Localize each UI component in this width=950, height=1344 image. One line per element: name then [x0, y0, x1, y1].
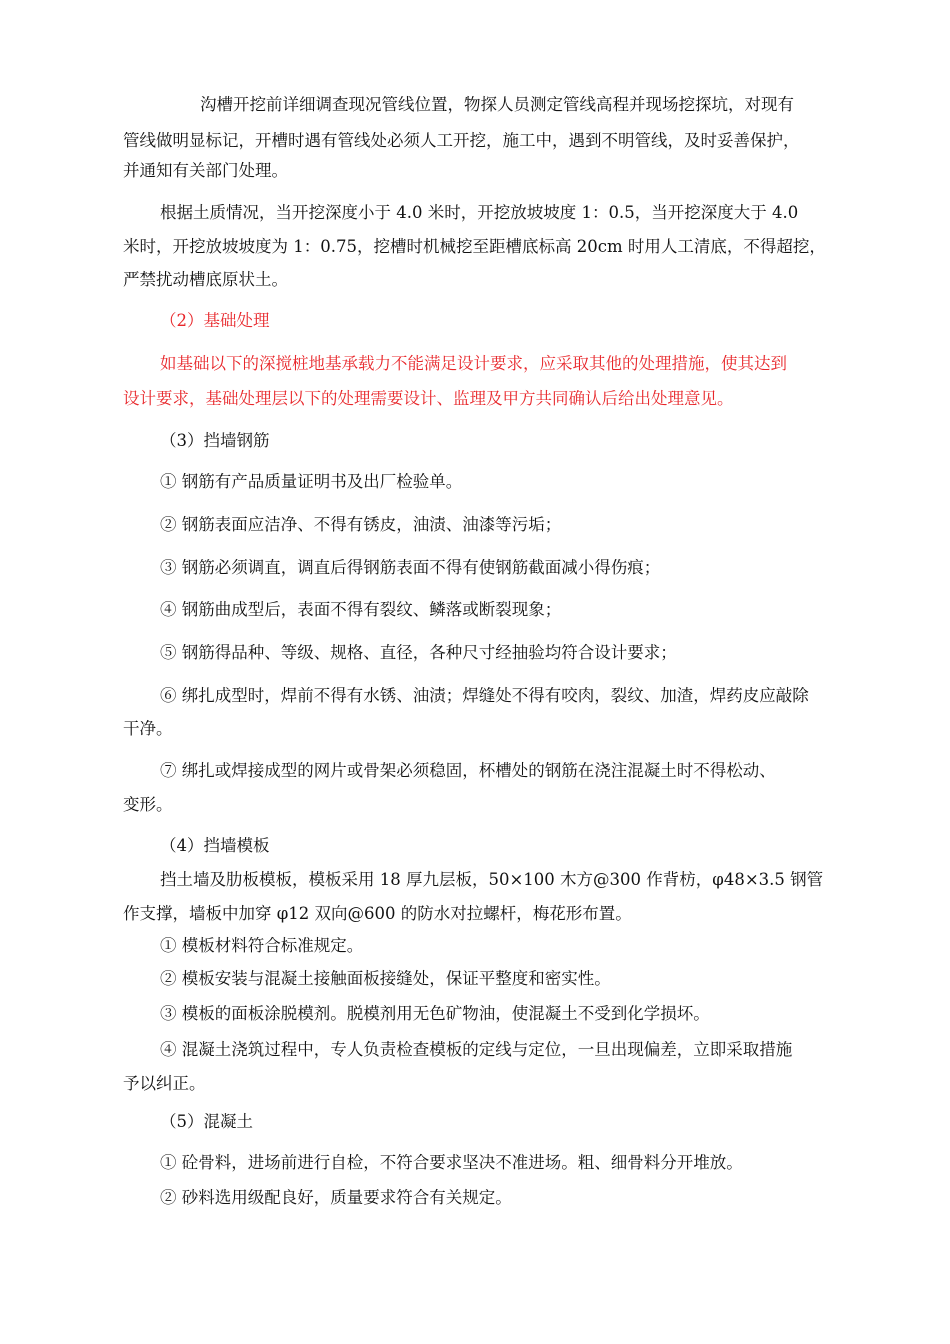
- rebar-item-6-line-1: ⑥ 绑扎成型时，焊前不得有水锈、油渍；焊缝处不得有咬肉，裂纹、加渣，焊药皮应敲除: [160, 686, 809, 705]
- paragraph-2-line-2: 米时，开挖放坡坡度为 1：0.75，挖槽时机械挖至距槽底标高 20cm 时用人工清底，不得超挖，: [123, 237, 826, 256]
- rebar-item-7-line-1: ⑦ 绑扎或焊接成型的网片或骨架必须稳固，杯槽处的钢筋在浇注混凝土时不得松动、: [160, 761, 776, 780]
- formwork-item-4-line-1: ④ 混凝土浇筑过程中，专人负责检查模板的定线与定位，一旦出现偏差，立即采取措施: [160, 1040, 793, 1059]
- paragraph-2-line-1: 根据土质情况，当开挖深度小于 4.0 米时，开挖放坡坡度 1：0.5，当开挖深度大于 4.0: [160, 203, 799, 222]
- paragraph-4-line-1: 挡土墙及肋板模板，模板采用 18 厚九层板，50×100 木方@300 作背枋，φ48×3.5 钢管: [160, 870, 824, 889]
- formwork-item-1: ① 模板材料符合标准规定。: [160, 936, 364, 955]
- heading-concrete: （5）混凝土: [160, 1112, 253, 1131]
- formwork-item-4-line-2: 予以纠正。: [123, 1074, 206, 1093]
- paragraph-1-line-2: 管线做明显标记，开槽时遇有管线处必须人工开挖，施工中，遇到不明管线，及时妥善保护，: [123, 131, 800, 150]
- heading-retaining-wall-formwork: （4）挡墙模板: [160, 836, 270, 855]
- rebar-item-7-line-2: 变形。: [123, 795, 173, 814]
- paragraph-3-line-1: 如基础以下的深搅桩地基承载力不能满足设计要求，应采取其他的处理措施，使其达到: [160, 354, 787, 373]
- formwork-item-3: ③ 模板的面板涂脱模剂。脱模剂用无色矿物油，使混凝土不受到化学损坏。: [160, 1004, 710, 1023]
- formwork-item-2: ② 模板安装与混凝土接触面板接缝处，保证平整度和密实性。: [160, 969, 611, 988]
- rebar-item-2: ② 钢筋表面应洁净、不得有锈皮，油渍、油漆等污垢；: [160, 515, 562, 534]
- heading-foundation-treatment: （2）基础处理: [160, 311, 270, 330]
- rebar-item-1: ① 钢筋有产品质量证明书及出厂检验单。: [160, 472, 463, 491]
- rebar-item-4: ④ 钢筋曲成型后，表面不得有裂纹、鳞落或断裂现象；: [160, 600, 562, 619]
- paragraph-4-line-2: 作支撑，墙板中加穿 φ12 双向@600 的防水对拉螺杆，梅花形布置。: [123, 904, 632, 923]
- paragraph-1-line-1: 沟槽开挖前详细调查现况管线位置，物探人员测定管线高程并现场挖探坑，对现有: [200, 95, 794, 114]
- paragraph-1-line-3: 并通知有关部门处理。: [123, 161, 288, 180]
- rebar-item-6-line-2: 干净。: [123, 719, 173, 738]
- heading-retaining-wall-rebar: （3）挡墙钢筋: [160, 431, 270, 450]
- concrete-item-1: ① 砼骨料，进场前进行自检，不符合要求坚决不准进场。粗、细骨料分开堆放。: [160, 1153, 743, 1172]
- rebar-item-3: ③ 钢筋必须调直，调直后得钢筋表面不得有使钢筋截面减小得伤痕；: [160, 558, 661, 577]
- rebar-item-5: ⑤ 钢筋得品种、等级、规格、直径，各种尺寸经抽验均符合设计要求；: [160, 643, 677, 662]
- concrete-item-2: ② 砂料选用级配良好，质量要求符合有关规定。: [160, 1188, 512, 1207]
- paragraph-2-line-3: 严禁扰动槽底原状土。: [123, 270, 288, 289]
- paragraph-3-line-2: 设计要求，基础处理层以下的处理需要设计、监理及甲方共同确认后给出处理意见。: [123, 389, 734, 408]
